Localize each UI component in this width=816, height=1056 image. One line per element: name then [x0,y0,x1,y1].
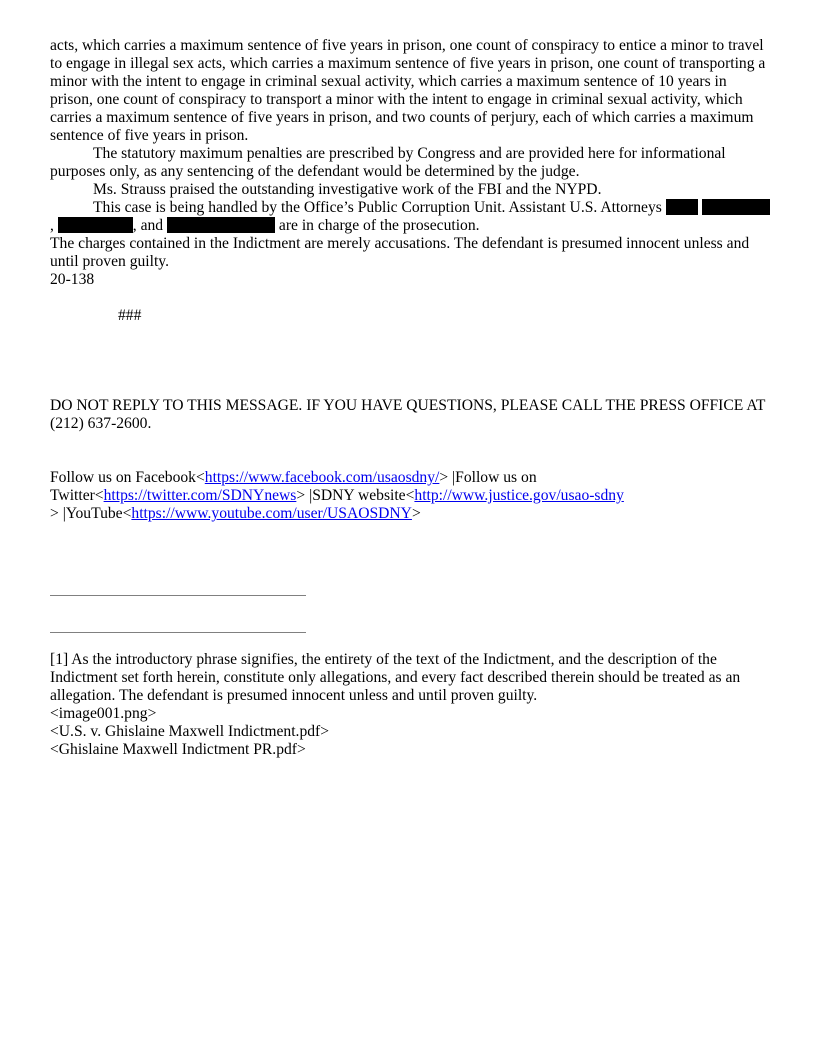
charges-paragraph: acts, which carries a maximum sentence of five years in prison, one count of conspiracy to entice a minor to travel to engage in illegal sex acts, which carries a maximum sentence of five years in prison, one count of transporting a minor with the intent to engage in criminal sexual activity, which carries a maximum sentence of 10 years in prison, one count of conspiracy to transport a minor with the intent to engage in criminal sexual activity, which carries a maximum sentence of five years in prison, and two counts of perjury, each of which carries a maximum sentence of five years in prison. [50,37,766,144]
redaction-box [702,199,770,215]
redaction-box [58,217,133,233]
release-number: 20-138 [50,271,95,288]
social-links [50,469,770,523]
facebook-link[interactable]: https://www.facebook.com/usaosdny/ [204,469,440,486]
redaction-box [666,199,698,215]
closing-bracket: > [411,505,421,522]
separator-comma: , [50,217,58,234]
attachment-image[interactable]: <image001.png> [50,705,157,722]
praise-paragraph: Ms. Strauss praised the outstanding investigative work of the FBI and the NYPD. [93,181,602,198]
press-office-notice: DO NOT REPLY TO THIS MESSAGE. IF YOU HAVE QUESTIONS, PLEASE CALL THE PRESS OFFICE AT (212) 637-2600. [50,397,766,432]
email-body [50,37,770,759]
attachment-indictment-pdf[interactable]: <U.S. v. Ghislaine Maxwell Indictment.pdf> [50,723,330,740]
separator-and: , and [132,217,168,234]
website-link[interactable]: http://www.justice.gov/usao-sdny [414,487,624,504]
prosecution-text-prefix: This case is being handled by the Office’s Public Corruption Unit. Assistant U.S. Attorneys [93,199,666,216]
youtube-label: > |YouTube< [50,505,132,522]
accusations-paragraph: The charges contained in the Indictment are merely accusations. The defendant is presumed innocent unless and until proven guilty. [50,235,750,270]
facebook-label: Follow us on Facebook< [50,469,205,486]
statutory-paragraph: The statutory maximum penalties are prescribed by Congress and are provided here for informational purposes only, as any sentencing of the defendant would be determined by the judge. [50,145,726,180]
twitter-label: > |Follow us on Twitter< [50,469,537,504]
prosecution-text-suffix: are in charge of the prosecution. [275,217,480,234]
prosecution-paragraph [50,199,770,235]
youtube-link[interactable]: https://www.youtube.com/user/USAOSDNY [131,505,412,522]
end-marks: ### [118,307,142,324]
footnote: [1] As the introductory phrase signifies, the entirety of the text of the Indictment, and the description of the Indictment set forth herein, constitute only allegations, and every fact described therein should be treated as an allegation. The defendant is presumed innocent unless and until proven guilty. [50,651,741,704]
redaction-box [167,217,275,233]
website-label: > |SDNY website< [296,487,415,504]
attachment-press-release-pdf[interactable]: <Ghislaine Maxwell Indictment PR.pdf> [50,741,306,758]
twitter-link[interactable]: https://twitter.com/SDNYnews [103,487,297,504]
